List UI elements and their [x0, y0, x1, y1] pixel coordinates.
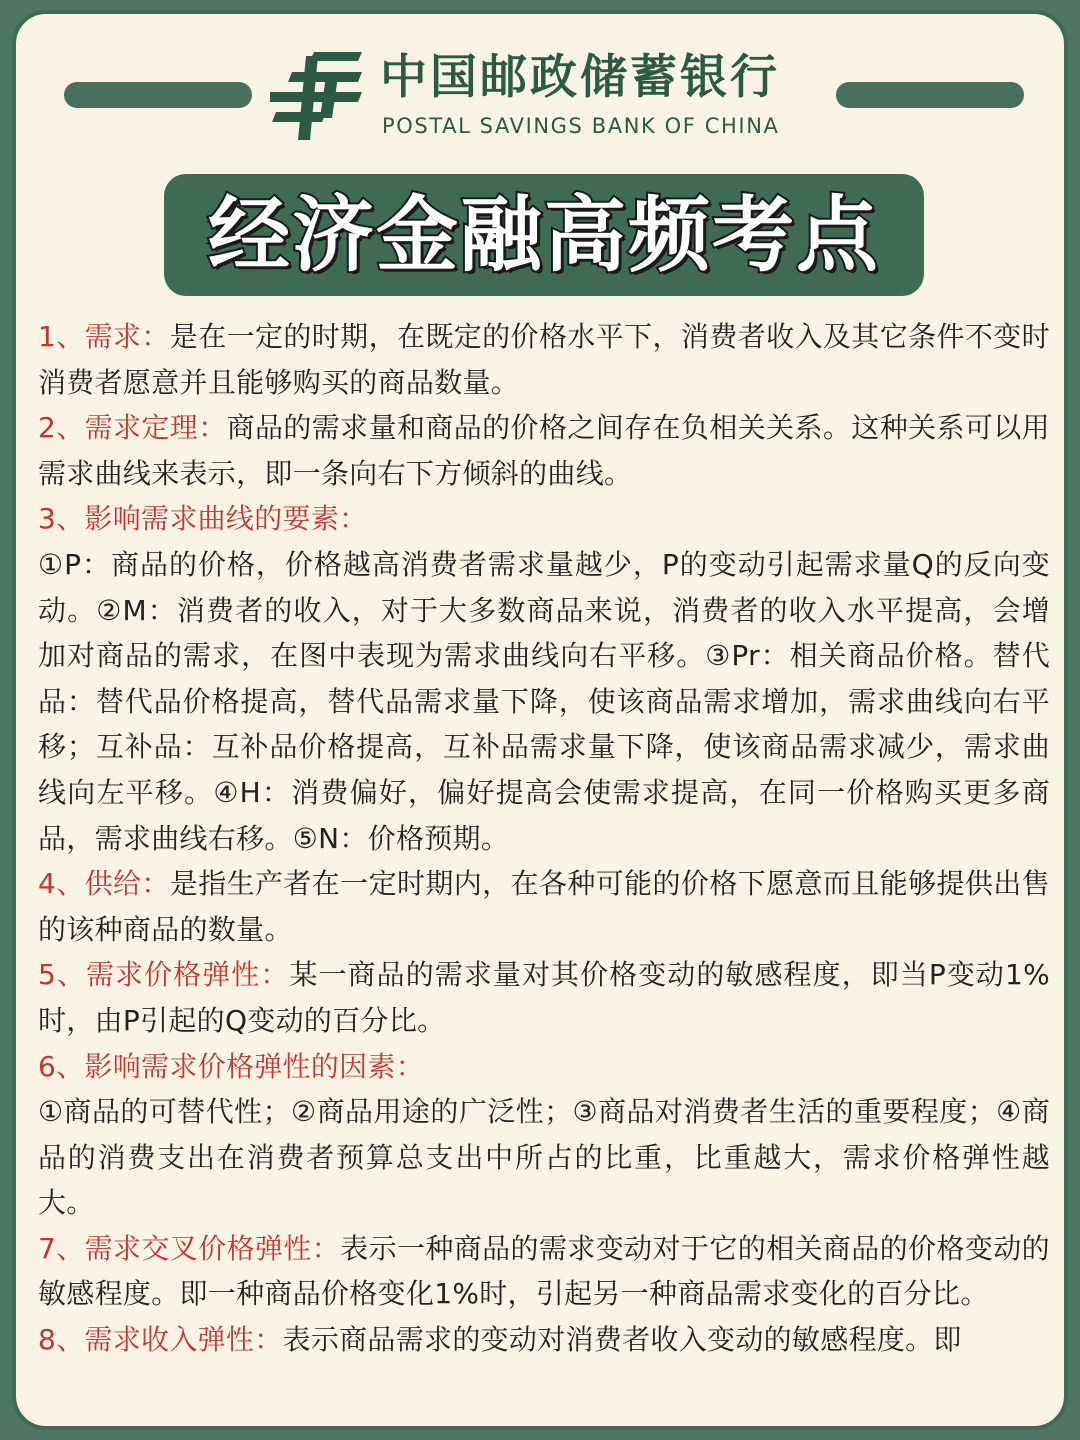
- item-heading: 1、需求：: [38, 320, 170, 353]
- item-text: 是在一定的时期，在既定的价格水平下，消费者收入及其它条件不变时消费者愿意并且能够购买的商品数量。: [38, 320, 1050, 399]
- postal-savings-logo-icon: [270, 52, 362, 140]
- list-item: [38, 1089, 1050, 1226]
- item-heading: 8、需求收入弹性：: [38, 1323, 283, 1357]
- item-text: 表示商品需求的变动对消费者收入变动的敏感程度。即: [282, 1323, 962, 1357]
- item-heading: 5、需求价格弹性：: [38, 958, 290, 992]
- list-item: [38, 405, 1050, 496]
- item-text: 商品的需求量和商品的价格之间存在负相关关系。这种关系可以用需求曲线来表示，即一条向右下方倾斜的曲线。: [38, 411, 1050, 490]
- item-text: 某一商品的需求量对其价格变动的敏感程度，即当P变动1%时，由P引起的Q变动的百分比。: [38, 958, 1050, 1037]
- list-item: [38, 1317, 1050, 1363]
- list-item: [38, 952, 1050, 1043]
- bank-name-cn: 中国邮政储蓄银行: [380, 50, 780, 105]
- list-item: [38, 314, 1050, 405]
- item-heading: 4、供给：: [38, 867, 170, 901]
- content-body: [38, 314, 1050, 1363]
- item-text: ①商品的可替代性；②商品用途的广泛性；③商品对消费者生活的重要程度；④商品的消费支出在消费者预算总支出中所占的比重，比重越大，需求价格弹性越大。: [38, 1095, 1050, 1220]
- bank-name-en: POSTAL SAVINGS BANK OF CHINA: [382, 114, 780, 138]
- list-item: [38, 861, 1050, 952]
- item-heading: 6、影响需求价格弹性的因素：: [38, 1049, 425, 1083]
- item-heading: 2、需求定理：: [38, 411, 227, 445]
- title-banner: [164, 174, 924, 296]
- list-item: [38, 1226, 1050, 1317]
- header-right-bar: [836, 82, 1024, 108]
- list-item: [38, 496, 1050, 542]
- page-title: 经济金融高频考点: [207, 187, 880, 283]
- item-text: ①P：商品的价格，价格越高消费者需求量越少，P的变动引起需求量Q的反向变动。②M：消费者的收入，对于大多数商品来说，消费者的收入水平提高，会增加对商品的需求，在图中表现为需求曲线向右平移。③Pr：相关商品价格。替代品：替代品价格提高，替代品需求量下降，使该商品需求增加，需求曲线向右平移；互补品：互补品价格提高，互补品需求量下降，使该商品需求减少，需求曲线向左平移。④H：消费偏好，偏好提高会使需求提高，在同一价格购买更多商品，需求曲线右移。⑤N：价格预期。: [38, 547, 1050, 855]
- item-text: 表示一种商品的需求变动对于它的相关商品的价格变动的敏感程度。即一种商品价格变化1%时，引起另一种商品需求变化的百分比。: [38, 1231, 1050, 1311]
- item-text: 是指生产者在一定时期内，在各种可能的价格下愿意而且能够提供出售的该种商品的数量。: [38, 867, 1050, 946]
- list-item: [38, 1044, 1050, 1090]
- content-card: [12, 10, 1068, 1430]
- item-heading: 3、影响需求曲线的要素：: [38, 502, 368, 536]
- item-heading: 7、需求交叉价格弹性：: [38, 1231, 341, 1265]
- list-item: [38, 542, 1050, 861]
- header-left-bar: [64, 82, 252, 108]
